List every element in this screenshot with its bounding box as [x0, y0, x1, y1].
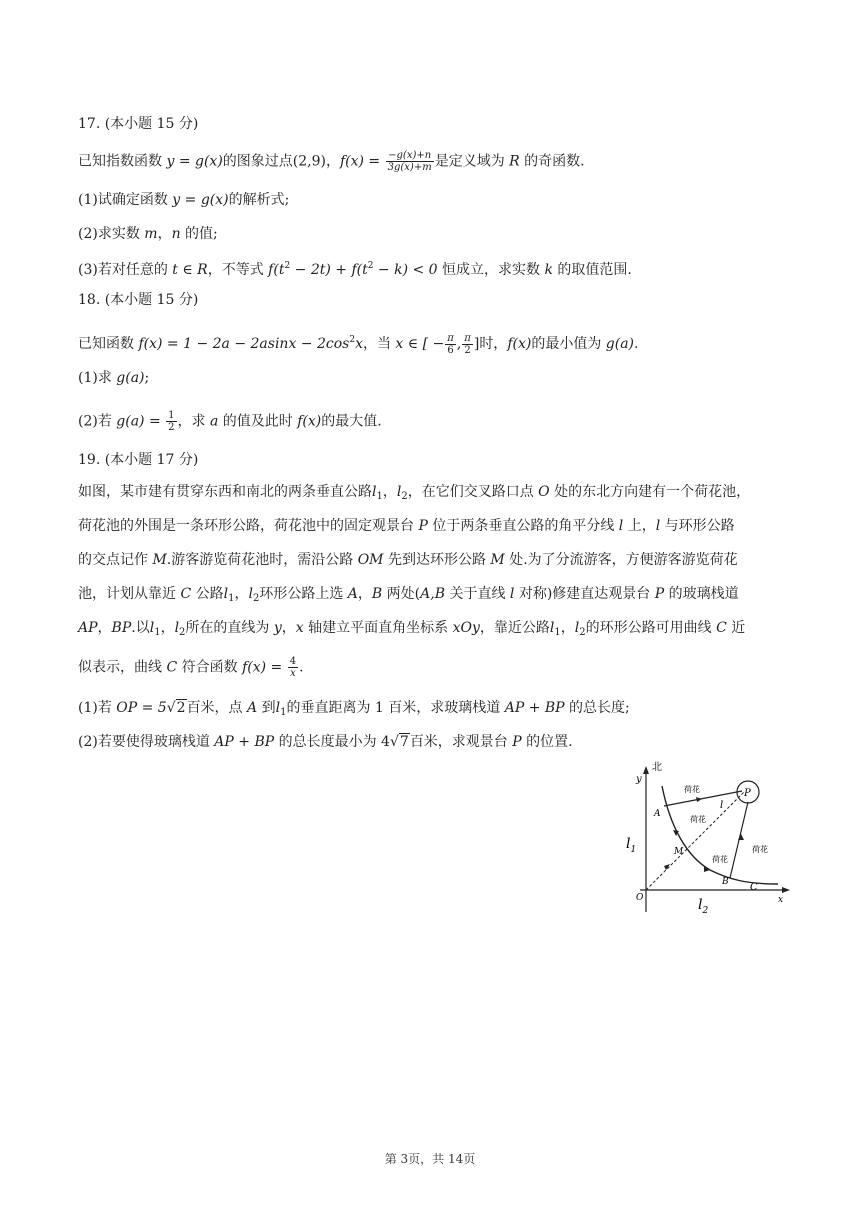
sqrt-radicand: 2	[176, 700, 186, 716]
text: 的位置.	[521, 734, 573, 750]
math: BP	[111, 620, 132, 636]
text: 公路	[191, 586, 224, 602]
q19-part2: (2)若要使得玻璃栈道 AP + BP 的总长度最小为 4√7百米，求观景台 P 的位置.	[78, 734, 573, 750]
label-o: O	[636, 893, 644, 903]
math: f(x)	[507, 336, 532, 352]
text: .以	[131, 620, 150, 636]
math: l	[223, 586, 229, 602]
text: 似表示，曲线	[78, 659, 167, 676]
label-b: B	[722, 877, 729, 887]
text: .	[634, 336, 639, 352]
label-l1-sub: 1	[630, 845, 637, 855]
q18-intro	[78, 330, 638, 356]
text: ，靠近公路	[479, 620, 550, 636]
q18-header: 18. (本小题 15 分)	[78, 292, 199, 308]
denominator: x	[290, 668, 296, 679]
q19-line1	[78, 482, 750, 507]
q19-line4	[78, 584, 739, 609]
math: AP + BP	[214, 734, 275, 750]
text: ，	[160, 620, 175, 636]
label-a: A	[654, 809, 661, 819]
text: ，	[357, 586, 372, 602]
text: 近	[726, 620, 746, 636]
math: C	[180, 586, 192, 602]
label-y: y	[636, 774, 642, 785]
text: (2)求实数	[78, 226, 145, 242]
math: M	[152, 552, 167, 568]
math: f(x) = 1 − 2a − 2asinx − 2cos	[138, 336, 350, 352]
subscript: 1	[228, 593, 235, 604]
math: P	[418, 518, 428, 534]
q17-part1	[78, 190, 289, 210]
math: xOy	[452, 620, 480, 636]
denominator: 2	[464, 344, 471, 356]
label-x: x	[778, 895, 784, 905]
text: 环形公路上选	[259, 586, 348, 602]
lotus-pond-diagram	[618, 756, 794, 914]
text: 处的东北方向建有一个荷花池，	[549, 484, 751, 500]
text: 池，计划从靠近	[78, 586, 181, 602]
text: ;	[144, 370, 150, 386]
math: OM	[357, 552, 384, 568]
text: 的交点记作	[78, 552, 153, 568]
q17-header: 17. (本小题 15 分)	[78, 116, 199, 132]
text: 如图，某市建有贯穿东西和南北的两条垂直公路	[78, 484, 372, 500]
subscript: 2	[579, 627, 586, 638]
math: M	[490, 552, 505, 568]
text: 是定义域为	[434, 153, 510, 170]
label-lotus-top: 荷花	[684, 785, 700, 794]
fraction	[445, 333, 456, 356]
subscript: 2	[252, 593, 260, 604]
text: .	[299, 659, 304, 676]
superscript: 2	[284, 261, 291, 271]
text: 的总长度;	[564, 700, 630, 716]
text: 的奇函数.	[519, 153, 585, 170]
q19-line6	[78, 656, 304, 679]
sqrt-radicand: 7	[399, 734, 409, 750]
q17-part3	[78, 256, 632, 280]
numerator: π	[447, 332, 454, 344]
text: 的玻璃栈道	[664, 586, 739, 602]
math: f(x)	[297, 413, 322, 430]
text: 符合函数	[177, 659, 243, 676]
math: l	[396, 484, 402, 500]
math: C	[166, 659, 178, 676]
fraction	[288, 656, 298, 679]
math: x	[355, 336, 363, 352]
text: ]	[473, 336, 480, 352]
text: 所在的直线为	[185, 620, 274, 636]
math: AP	[78, 620, 98, 636]
math: l	[174, 620, 180, 636]
math: P	[512, 734, 522, 750]
text: 的垂直距离为 1 百米，求玻璃栈道	[286, 700, 505, 716]
math: A	[347, 586, 358, 602]
label-l1	[626, 836, 636, 855]
label-l2-sub: 2	[702, 906, 709, 914]
denominator: 3g(x)+m	[387, 162, 432, 173]
y-axis-arrow	[643, 766, 649, 774]
math: l	[574, 620, 580, 636]
text: (2)若要使得玻璃栈道	[78, 734, 215, 750]
math: y = g(x)	[172, 192, 229, 208]
x-axis-arrow	[782, 887, 790, 893]
arrow-bp	[738, 834, 744, 840]
text: 时，	[479, 336, 508, 352]
math: f(x) =	[242, 659, 287, 676]
subscript: 2	[401, 491, 408, 502]
text: 的最小值为	[531, 336, 606, 352]
math: l	[618, 518, 624, 534]
denominator: 2	[168, 422, 175, 433]
fraction	[386, 150, 434, 173]
text: ，	[157, 226, 172, 242]
text: 到	[257, 700, 276, 716]
math: a	[209, 413, 219, 430]
math: A,B	[420, 586, 445, 602]
label-north: 北	[652, 762, 662, 773]
math: t ∈ R	[172, 262, 208, 278]
math: x ∈ [ −	[395, 336, 445, 352]
label-l1-main: l	[626, 836, 631, 852]
math: l	[509, 586, 515, 602]
text: ，	[560, 620, 575, 636]
text: (1)若	[78, 700, 117, 716]
bisector-l	[646, 792, 744, 890]
text: 的图象过点(2,9)，	[222, 153, 340, 170]
math: l	[372, 484, 377, 500]
q17-intro	[78, 150, 585, 173]
math: g(a)	[605, 336, 635, 352]
fraction	[462, 333, 473, 356]
text: 两处(	[382, 586, 421, 602]
label-p: P	[744, 788, 751, 799]
text: (1)试确定函数	[78, 192, 173, 208]
page-footer: 第 3页，共 14页	[384, 1152, 476, 1166]
q19-part1: (1)若 OP = 5√2百米，点 A 到$l_1$的垂直距离为 1 百米，求玻璃栈道 AP + BP 的总长度;	[78, 700, 630, 718]
text: ,	[456, 336, 462, 352]
label-l2-main: l	[698, 897, 703, 913]
math: − k) < 0	[373, 262, 438, 278]
q19-header: 19. (本小题 17 分)	[78, 452, 199, 468]
text: 关于直线	[445, 586, 510, 602]
subscript: 1	[554, 627, 561, 638]
text: 的值;	[180, 226, 218, 242]
math: P	[654, 586, 665, 602]
text: 百米，点	[186, 700, 248, 716]
numerator: π	[464, 332, 471, 344]
label-c: C	[750, 882, 758, 893]
text: 先到达环形公路	[383, 552, 491, 568]
text: 与环形公路	[660, 518, 735, 534]
text: 已知指数函数	[78, 153, 167, 170]
math: R	[509, 153, 520, 170]
q18-part1	[78, 368, 149, 388]
text: 百米，求观景台	[409, 734, 513, 750]
text: ，	[234, 586, 249, 602]
math: y = g(x)	[166, 153, 223, 170]
math: n	[171, 226, 181, 242]
q18-part2	[78, 410, 382, 433]
math: l	[655, 518, 661, 534]
text: 的最大值.	[321, 413, 382, 430]
text: 的值及此时	[218, 413, 298, 430]
math: m	[144, 226, 158, 242]
text: 的取值范围.	[552, 262, 632, 278]
label-lotus-right: 荷花	[752, 845, 768, 854]
text: (2)若	[78, 413, 117, 430]
label-lotus-mid: 荷花	[690, 815, 706, 824]
math: x	[295, 620, 304, 636]
math: g(a)	[116, 370, 145, 386]
text: 对称)修建直达观景台	[514, 586, 655, 602]
math: y	[273, 620, 282, 636]
math: C	[716, 620, 727, 636]
text: ，	[382, 484, 397, 500]
math: l	[275, 700, 281, 716]
text: 恒成立，求实数	[437, 262, 545, 278]
arrow-ap	[696, 797, 702, 802]
superscript: 2	[367, 261, 374, 271]
math: k	[544, 262, 553, 278]
math: A	[247, 700, 258, 716]
label-l2	[698, 897, 708, 914]
math: AP + BP	[504, 700, 565, 716]
q19-line5	[78, 618, 745, 643]
fraction	[166, 410, 176, 433]
numerator: −g(x)+n	[386, 150, 434, 162]
text: ，在它们交叉路口点	[407, 484, 539, 500]
text: (1)求	[78, 370, 117, 386]
text: 荷花池的外围是一条环形公路，荷花池中的固定观景台	[78, 518, 419, 534]
text: (3)若对任意的	[78, 262, 173, 278]
math: O	[538, 484, 550, 500]
label-m: M	[674, 847, 684, 857]
text: ，当	[362, 336, 396, 352]
math: l	[549, 620, 555, 636]
math: OP = 5	[116, 700, 167, 716]
text: 上，	[623, 518, 656, 534]
math: l	[149, 620, 155, 636]
subscript: 1	[154, 627, 161, 638]
subscript: 1	[376, 491, 383, 502]
math: f(x) =	[339, 153, 385, 170]
denominator: 6	[447, 344, 454, 356]
text: 的解析式;	[228, 192, 290, 208]
text: ，求	[177, 413, 210, 430]
math: − 2t) + f(t	[290, 262, 368, 278]
math: B	[371, 586, 383, 602]
label-lotus-bottom: 荷花	[712, 855, 728, 864]
walkway-ap	[664, 791, 742, 806]
text: 的环形公路可用曲线	[585, 620, 717, 636]
text: 的总长度最小为 4	[274, 734, 390, 750]
subscript: 2	[179, 627, 186, 638]
text: ，	[97, 620, 112, 636]
text: 处.为了分流游客，方便游客游览荷花	[504, 552, 738, 568]
numerator: 4	[289, 656, 297, 667]
text: 轴建立平面直角坐标系	[303, 620, 453, 636]
label-l: l	[720, 800, 724, 811]
math: f(t	[268, 262, 285, 278]
q19-line3	[78, 550, 738, 570]
text: ，	[281, 620, 296, 636]
text: 位于两条垂直公路的角平分线	[427, 518, 619, 534]
text: ，不等式	[207, 262, 269, 278]
text: .游客游览荷花池时，需沿公路	[166, 552, 358, 568]
q19-line2	[78, 516, 735, 536]
q17-part2	[78, 224, 218, 244]
superscript: 2	[349, 335, 356, 345]
math: g(a) =	[116, 413, 166, 430]
subscript: 1	[280, 707, 287, 718]
math: l	[248, 586, 253, 602]
numerator: 1	[168, 410, 175, 421]
text: 已知函数	[78, 336, 139, 352]
